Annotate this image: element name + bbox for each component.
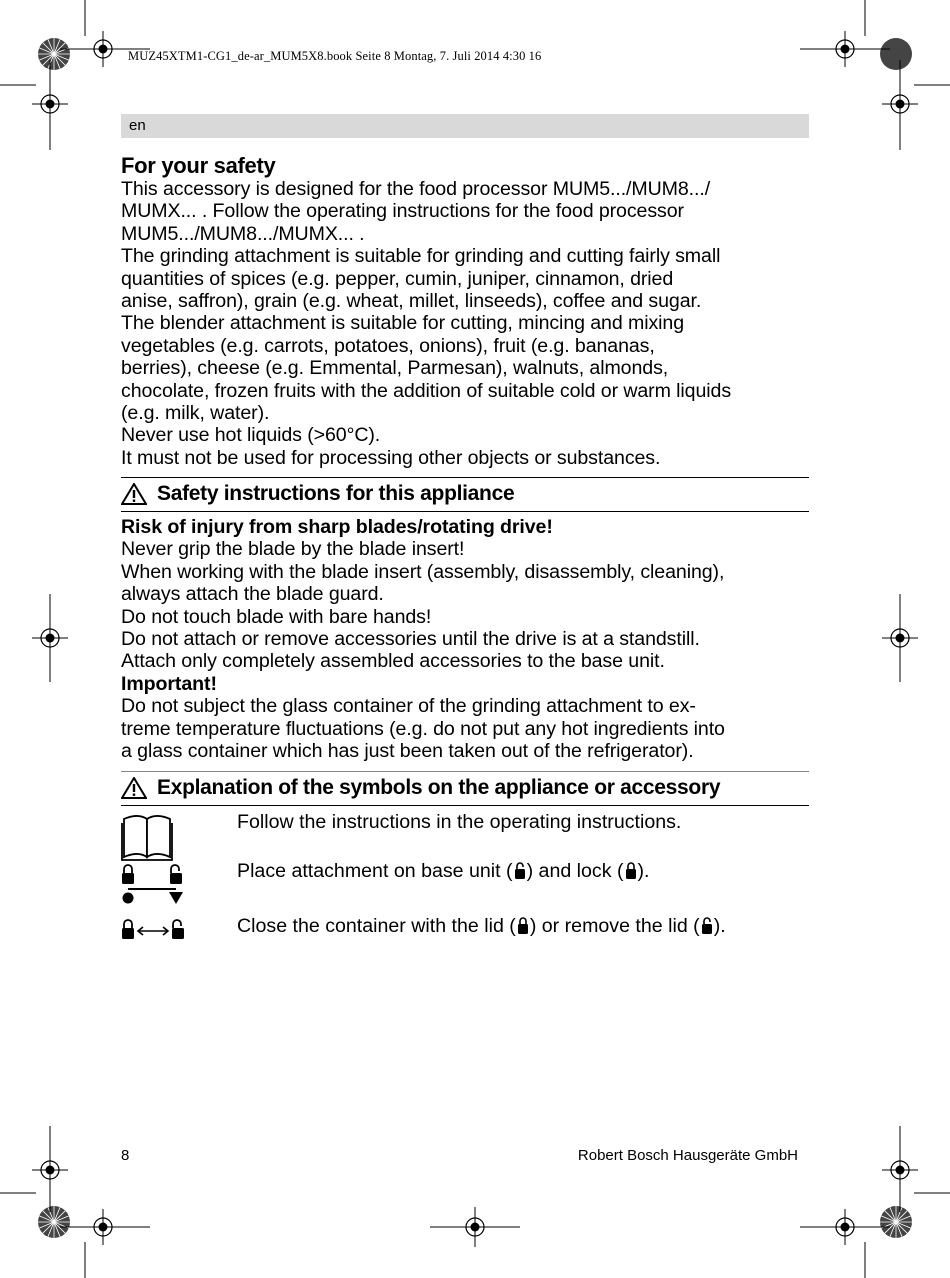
section-title-instructions: [121, 482, 514, 506]
text-line: MUMX... . Follow the operating instructions for the food processor: [121, 200, 684, 223]
symbol-book-text: Follow the instructions in the operating instructions.: [237, 811, 682, 833]
open-lock-icon: [514, 862, 526, 880]
text-line: treme temperature fluctuations (e.g. do not put any hot ingredients into: [121, 717, 725, 740]
symbol-attach-text-b: ) and lock (: [526, 860, 624, 882]
symbol-lid-text-b: ) or remove the lid (: [529, 915, 700, 937]
instructions-text: [121, 516, 811, 762]
text-line: vegetables (e.g. carrots, potatoes, onions), fruit (e.g. bananas,: [121, 334, 655, 357]
section-title-safety: For your safety: [121, 153, 276, 178]
page-number: 8: [121, 1147, 130, 1164]
language-bar: [121, 114, 809, 138]
text-line: Never use hot liquids (>60°C).: [121, 424, 381, 447]
text-line: chocolate, frozen fruits with the addition of suitable cold or warm liquids: [121, 379, 732, 402]
open-book-icon: [121, 813, 173, 861]
text-line: Do not attach or remove accessories until the drive is at a standstill.: [121, 628, 700, 651]
open-lock-icon: [701, 917, 713, 935]
safety-text: [121, 178, 811, 469]
risk-heading: Risk of injury from sharp blades/rotating drive!: [121, 516, 553, 538]
important-heading: Important!: [121, 672, 217, 695]
divider: [121, 805, 809, 806]
footer-company: Robert Bosch Hausgeräte GmbH: [577, 1147, 798, 1164]
text-line: anise, saffron), grain (e.g. wheat, millet, linseeds), coffee and sugar.: [121, 290, 702, 313]
text-line: The grinding attachment is suitable for grinding and cutting fairly small: [121, 245, 721, 268]
attach-lock-symbol-icon: [119, 863, 189, 907]
text-line: quantities of spices (e.g. pepper, cumin, juniper, cinnamon, dried: [121, 267, 674, 290]
symbol-lid-text-c: ).: [713, 915, 726, 937]
closed-lock-icon: [517, 917, 529, 935]
symbol-attach-text-a: Place attachment on base unit (: [237, 860, 513, 882]
closed-lock-icon: [625, 862, 637, 880]
text-line: always attach the blade guard.: [121, 583, 384, 606]
warning-triangle-icon: [121, 483, 147, 505]
section-title-text: Explanation of the symbols on the appliance or accessory: [157, 776, 721, 799]
divider: [121, 771, 809, 772]
text-line: Never grip the blade by the blade insert!: [121, 538, 465, 561]
text-line: The blender attachment is suitable for cutting, mincing and mixing: [121, 312, 685, 335]
divider: [121, 477, 809, 478]
text-line: It must not be used for processing other objects or substances.: [121, 446, 661, 469]
text-line: This accessory is designed for the food processor MUM5.../MUM8.../: [121, 178, 711, 200]
text-line: Do not subject the glass container of the grinding attachment to ex-: [121, 695, 696, 718]
section-title-text: Safety instructions for this appliance: [157, 482, 515, 505]
language-code: en: [129, 117, 146, 134]
symbol-attach-text-c: ).: [637, 860, 650, 882]
text-line: MUM5.../MUM8.../MUMX... .: [121, 222, 365, 245]
text-line: Do not touch blade with bare hands!: [121, 605, 432, 628]
lid-lock-symbol-icon: [119, 918, 189, 942]
symbol-attach-text: [237, 860, 649, 883]
text-line: (e.g. milk, water).: [121, 402, 270, 425]
symbol-lid-text-a: Close the container with the lid (: [237, 915, 516, 937]
text-line: Attach only completely assembled accessories to the base unit.: [121, 650, 665, 673]
text-line: a glass container which has just been taken out of the refrigerator).: [121, 740, 694, 763]
divider: [121, 511, 809, 512]
print-header: MUZ45XTM1-CG1_de-ar_MUM5X8.book Seite 8 Montag, 7. Juli 2014 4:30 16: [128, 49, 542, 63]
warning-triangle-icon: [121, 777, 147, 799]
symbol-lid-text: [237, 915, 726, 938]
text-line: berries), cheese (e.g. Emmental, Parmesan), walnuts, almonds,: [121, 357, 669, 380]
section-title-symbols: [121, 776, 720, 800]
text-line: When working with the blade insert (assembly, disassembly, cleaning),: [121, 560, 725, 583]
